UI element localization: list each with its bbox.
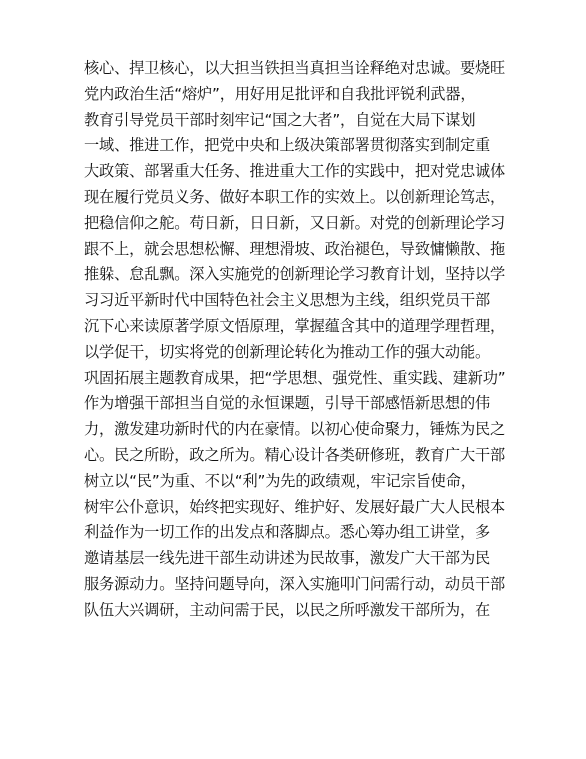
text-line: 心。民之所盼，政之所为。精心设计各类研修班，教育广大干部 [84,445,506,464]
text-line: 沉下心来读原著学原文悟原理，掌握蕴含其中的道理学理哲理， [84,316,506,335]
text-line: 现在履行党员义务、做好本职工作的实效上。以创新理论笃志， [84,187,506,206]
text-line: 习习近平新时代中国特色社会主义思想为主线，组织党员干部 [84,291,491,310]
text-line: 作为增强干部担当自觉的永恒课题，引导干部感悟新思想的伟 [84,394,491,413]
text-line: 教育引导党员干部时刻牢记“国之大者”，自觉在大局下谋划 [84,110,476,129]
text-line: 邀请基层一线先进干部生动讲述为民故事，激发广大干部为民 [84,549,491,568]
body-text [84,56,514,624]
text-line: 利益作为一切工作的出发点和落脚点。悉心筹办组工讲堂，多 [84,523,491,542]
text-line: 跟不上，就会思想松懈、理想滑坡、政治褪色，导致慵懒散、拖 [84,239,506,258]
text-line: 服务源动力。坚持问题导向，深入实施叩门问需行动，动员干部 [84,574,506,593]
text-line: 一域、推进工作，把党中央和上级决策部署贯彻落实到制定重 [84,136,491,155]
text-line: 树牢公仆意识，始终把实现好、维护好、发展好最广大人民根本 [84,497,506,516]
text-line: 核心、捍卫核心，以大担当铁担当真担当诠释绝对忠诚。要烧旺 [84,59,506,77]
text-line: 力，激发建功新时代的内在豪情。以初心使命聚力，锤炼为民之 [84,420,506,439]
text-line: 党内政治生活“熔炉”，用好用足批评和自我批评锐利武器， [84,84,476,103]
text-line: 大政策、部署重大任务、推进重大工作的实践中，把对党忠诚体 [84,162,506,181]
text-line: 推躲、怠乱飘。深入实施党的创新理论学习教育计划，坚持以学 [84,265,506,284]
text-line: 树立以“民”为重、不以“利”为先的政绩观，牢记宗旨使命， [84,471,476,490]
text-line: 把稳信仰之舵。苟日新，日日新，又日新。对党的创新理论学习 [84,213,506,232]
text-line: 队伍大兴调研，主动问需于民，以民之所呼激发干部所为，在 [84,600,491,619]
text-line: 以学促干，切实将党的创新理论转化为推动工作的强大动能。 [84,342,491,361]
text-line: 巩固拓展主题教育成果，把“学思想、强党性、重实践、建新功” [84,368,506,387]
